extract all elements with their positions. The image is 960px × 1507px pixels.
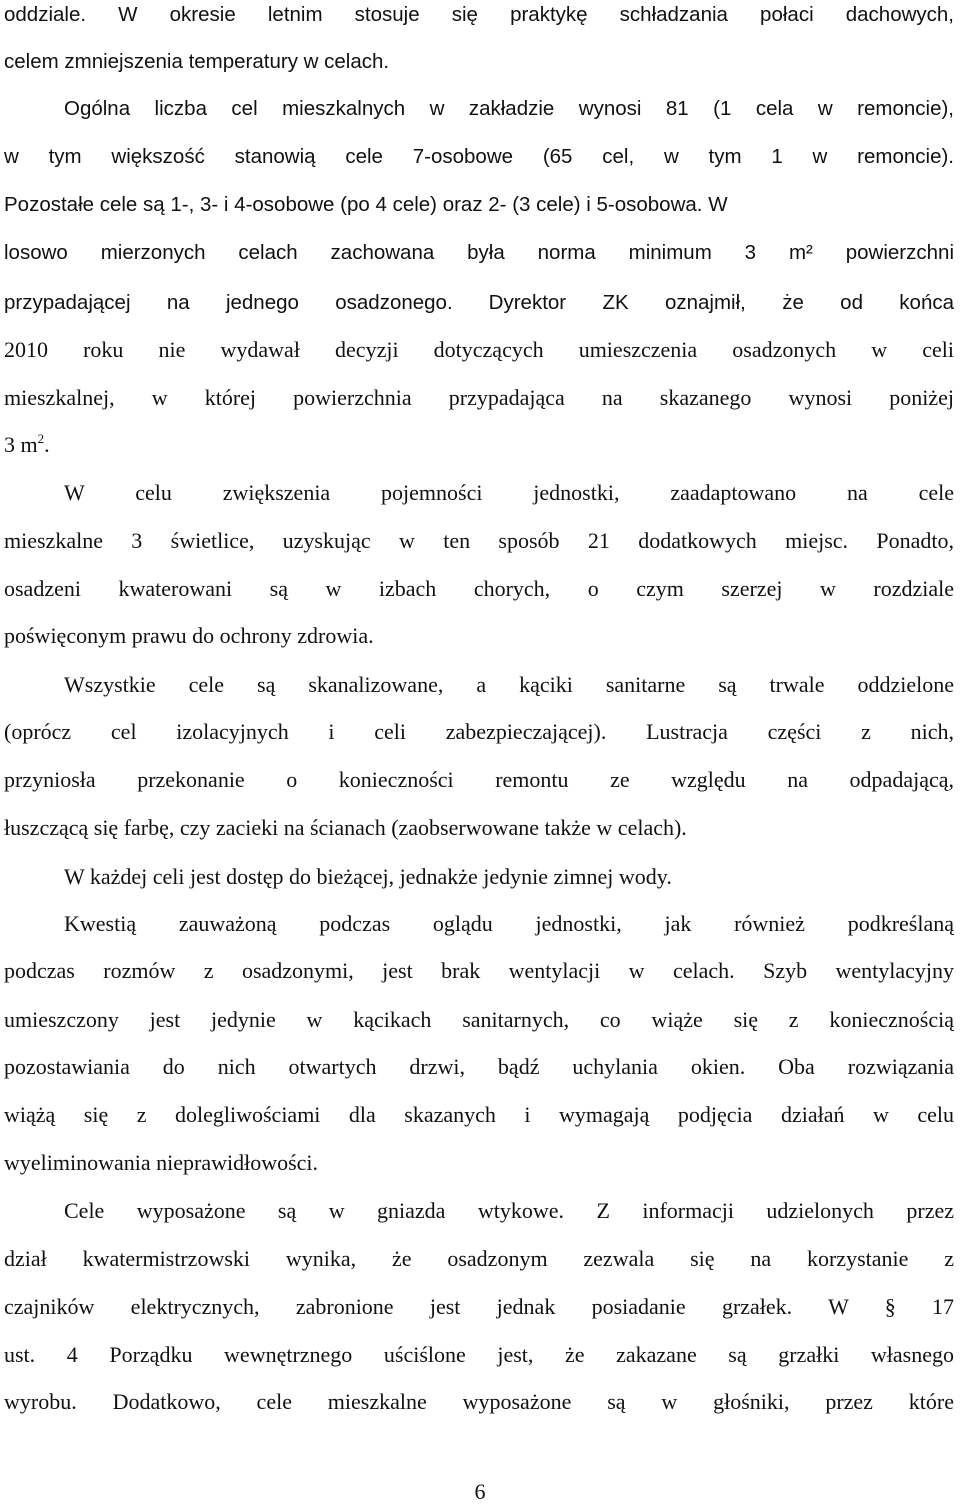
- sentence: Dyrektor ZK oznajmił, że od końca: [488, 291, 955, 314]
- text-line: [4, 190, 954, 220]
- text-line: poświęconym prawu do ochrony zdrowia.: [4, 623, 374, 648]
- superscript: 2: [37, 431, 45, 446]
- text-line: W celu zwiększenia pojemności jednostki, zaadaptowano na cele: [64, 480, 954, 505]
- sentence: Ponadto,: [876, 528, 954, 553]
- text-line: [4, 1387, 954, 1417]
- text-line: [4, 430, 954, 460]
- text-line: wyeliminowania nieprawidłowości.: [4, 1150, 319, 1175]
- sentence: (oprócz cel izolacyjnych i celi zabezpieczającej).: [4, 719, 607, 744]
- text-line: w tym większość stanowią cele 7-osobowe (65 cel, w tym 1 w remoncie).: [4, 145, 954, 168]
- text-line: łuszczącą się farbę, czy zacieki na ścianach (zaobserwowane także w celach).: [4, 815, 687, 840]
- text-line: [4, 287, 954, 317]
- page-number: 6: [474, 1479, 486, 1504]
- sentence: Cele wyposażone są w gniazda wtykowe.: [64, 1198, 565, 1223]
- sentence: Z informacji udzielonych przez: [596, 1198, 954, 1223]
- sentence: 3 m: [4, 432, 38, 457]
- text-line: oddziale. W okresie letnim stosuje się praktykę schładzania połaci dachowych,: [4, 3, 954, 26]
- text-line: dział kwatermistrzowski wynika, że osadzonym zezwala się na korzystanie z: [4, 1246, 954, 1271]
- punctuation: .: [44, 432, 50, 457]
- sentence: podczas rozmów z osadzonymi, jest brak wentylacji w celach.: [4, 958, 735, 983]
- text-line: ust. 4 Porządku wewnętrznego uściślone jest, że zakazane są grzałki własnego: [4, 1342, 954, 1367]
- sentence: przypadającej na jednego osadzonego.: [4, 291, 453, 314]
- sentence: Lustracja części z nich,: [646, 719, 954, 744]
- sentence: W: [708, 193, 728, 216]
- text-line: 2010 roku nie wydawał decyzji dotyczących umieszczenia osadzonych w celi: [4, 337, 954, 362]
- text-line: Wszystkie cele są skanalizowane, a kąciki sanitarne są trwale oddzielone: [64, 672, 954, 697]
- sentence: Szyb wentylacyjny: [763, 958, 955, 983]
- text-line: [4, 1052, 954, 1082]
- sentence: pozostawiania do nich otwartych drzwi, bądź uchylania okien.: [4, 1054, 746, 1079]
- text-line: przyniosła przekonanie o konieczności remontu ze względu na odpadającą,: [4, 767, 954, 792]
- text-line: losowo mierzonych celach zachowana była norma minimum 3 m² powierzchni: [4, 241, 954, 264]
- sentence: wyrobu.: [4, 1389, 77, 1414]
- text-line: celem zmniejszenia temperatury w celach.: [4, 50, 390, 73]
- text-line: [64, 1196, 954, 1226]
- sentence: mieszkalne 3 świetlice, uzyskując w ten sposób 21 dodatkowych miejsc.: [4, 528, 849, 553]
- text-line: [4, 526, 954, 556]
- text-line: czajników elektrycznych, zabronione jest jednak posiadanie grzałek. W § 17: [4, 1294, 954, 1319]
- text-line: Ogólna liczba cel mieszkalnych w zakładzie wynosi 81 (1 cela w remoncie),: [64, 97, 954, 120]
- sentence: Pozostałe cele są 1-, 3- i 4-osobowe (po 4 cele) oraz 2- (3 cele) i 5-osobowa.: [4, 193, 703, 216]
- text-line: umieszczony jest jedynie w kącikach sanitarnych, co wiąże się z koniecznością: [4, 1007, 954, 1032]
- sentence: Dodatkowo, cele mieszkalne wyposażone są w głośniki, przez które: [112, 1389, 954, 1414]
- text-line: W każdej celi jest dostęp do bieżącej, jednakże jedynie zimnej wody.: [64, 864, 672, 889]
- text-line: Kwestią zauważoną podczas oglądu jednostki, jak również podkreślaną: [64, 911, 954, 936]
- text-line: wiążą się z dolegliwościami dla skazanych i wymagają podjęcia działań w celu: [4, 1102, 954, 1127]
- sentence: Oba rozwiązania: [778, 1054, 954, 1079]
- text-line: [4, 956, 954, 986]
- text-line: [4, 717, 954, 747]
- text-line: osadzeni kwaterowani są w izbach chorych, o czym szerzej w rozdziale: [4, 576, 954, 601]
- text-line: mieszkalnej, w której powierzchnia przypadająca na skazanego wynosi poniżej: [4, 385, 954, 410]
